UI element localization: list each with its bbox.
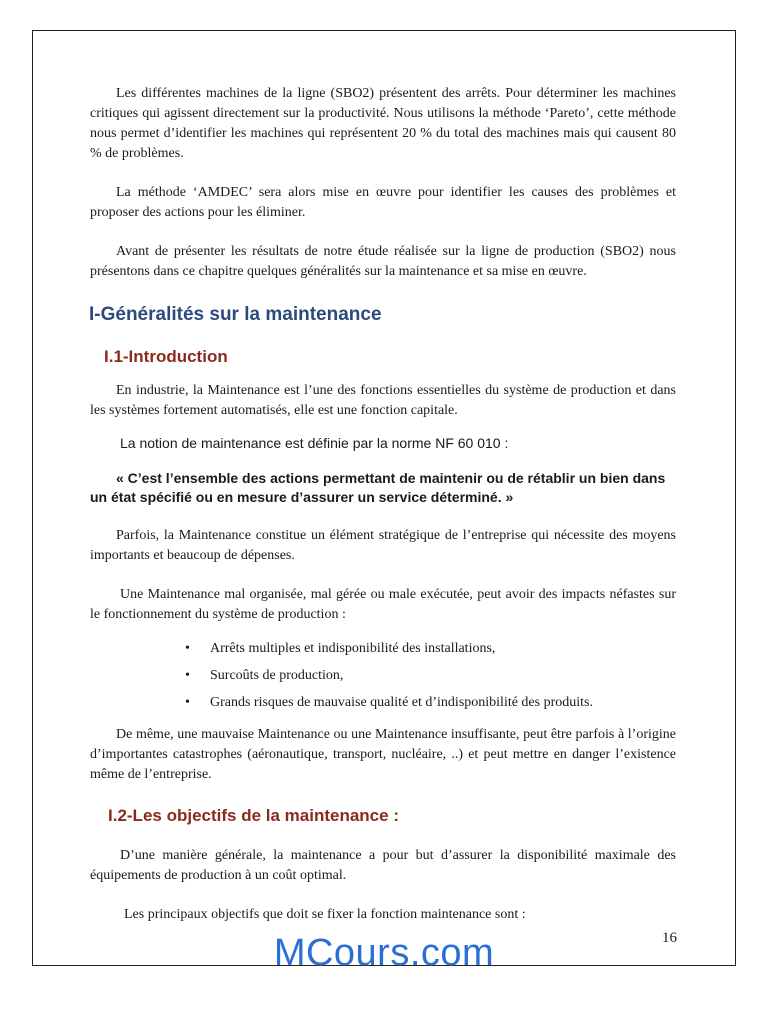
page-number: 16: [662, 930, 677, 946]
list-item-text: Grands risques de mauvaise qualité et d’indisponibilité des produits.: [210, 695, 593, 710]
list-item: [185, 639, 676, 659]
bullet-icon: •: [185, 695, 190, 710]
paragraph-objectifs-1: D’une manière générale, la maintenance a pour but d’assurer la disponibilité maximale des équipements de production à un coût optimal.: [90, 848, 676, 883]
bullet-icon: •: [185, 668, 190, 683]
subsection-title-objectifs: I.2-Les objectifs de la maintenance :: [108, 806, 399, 825]
paragraph-objectifs-2: Les principaux objectifs que doit se fixer la fonction maintenance sont :: [124, 907, 526, 922]
paragraph-introduction-1: En industrie, la Maintenance est l’une des fonctions essentielles du système de production et dans les systèmes fortement automatisés, elle est une fonction capitale.: [90, 383, 676, 418]
definition-intro: La notion de maintenance est définie par la norme NF 60 010 :: [120, 435, 509, 451]
watermark-logo: MCours.com: [273, 932, 495, 974]
impact-list: [90, 639, 676, 713]
list-item-text: Surcoûts de production,: [210, 668, 344, 683]
paragraph-introduction-4: De même, une mauvaise Maintenance ou une Maintenance insuffisante, peut être parfois à l’origine d’importantes catastrophes (aéronautique, transport, nucléaire, ..) et peut mettre en danger l’existence même de l’entreprise.: [90, 727, 676, 782]
list-item: [185, 666, 676, 686]
list-item-text: Arrêts multiples et indisponibilité des installations,: [210, 641, 496, 656]
paragraph-intro-1: Les différentes machines de la ligne (SBO2) présentent des arrêts. Pour déterminer les machines critiques qui agissent directement sur la productivité. Nous utilisons la méthode ‘Pareto’, cette méthode nous permet d’identifier les machines qui représentent 20 % du total des machines mais qui causent 80 % de problèmes.: [90, 86, 676, 161]
paragraph-intro-2: La méthode ‘AMDEC’ sera alors mise en œuvre pour identifier les causes des problèmes et proposer des actions pour les éliminer.: [90, 185, 676, 220]
section-title: I-Généralités sur la maintenance: [89, 304, 382, 325]
page-body: [90, 84, 676, 925]
definition-quote: « C’est l’ensemble des actions permettant de maintenir ou de rétablir un bien dans un état spécifié ou en mesure d’assurer un service déterminé. »: [90, 470, 666, 505]
bullet-icon: •: [185, 641, 190, 656]
paragraph-introduction-2: Parfois, la Maintenance constitue un élément stratégique de l’entreprise qui nécessite des moyens importants et beaucoup de dépenses.: [90, 528, 676, 563]
paragraph-intro-3: Avant de présenter les résultats de notre étude réalisée sur la ligne de production (SBO2) nous présentons dans ce chapitre quelques généralités sur la maintenance et sa mise en œuvre.: [90, 244, 676, 279]
list-item: [185, 693, 676, 713]
subsection-title-introduction: I.1-Introduction: [104, 347, 228, 366]
paragraph-introduction-3: Une Maintenance mal organisée, mal gérée ou male exécutée, peut avoir des impacts néfastes sur le fonctionnement du système de production :: [90, 587, 676, 622]
